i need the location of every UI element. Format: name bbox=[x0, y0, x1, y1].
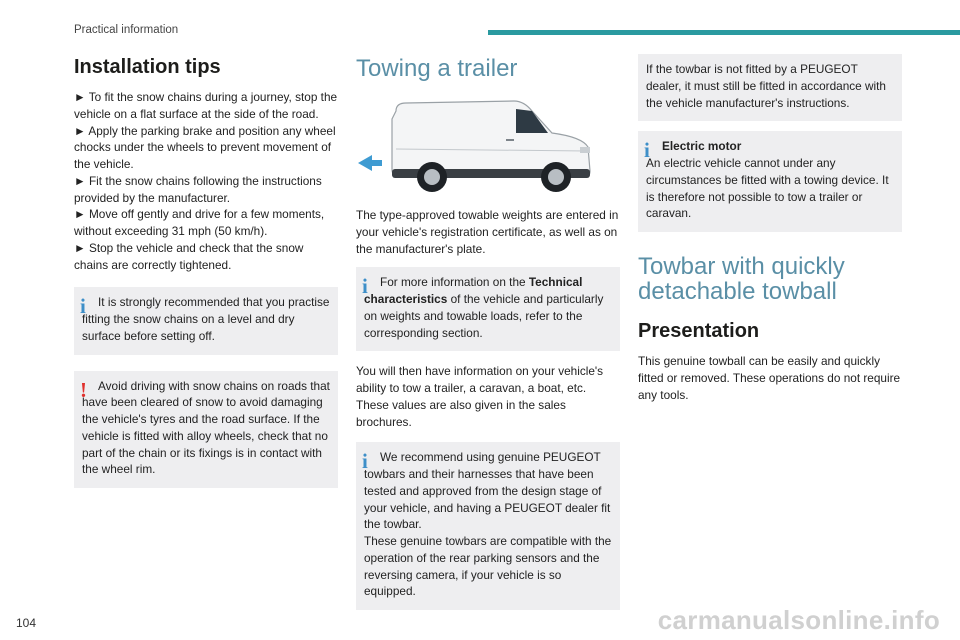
step-arrow-icon: ► bbox=[74, 207, 86, 222]
installation-step bbox=[74, 89, 338, 123]
info-text-post: of the vehicle and particularly on weights and towable loads, refer to the corresponding section. bbox=[364, 292, 604, 340]
installation-step bbox=[74, 123, 338, 173]
info-note-box bbox=[638, 131, 902, 232]
installation-step bbox=[74, 206, 338, 240]
installation-step bbox=[74, 173, 338, 207]
step-arrow-icon: ► bbox=[74, 173, 86, 188]
electric-motor-text: An electric vehicle cannot under any circumstances be fitted with a towing device. It is therefore not possible to tow a trailer or caravan. bbox=[646, 156, 889, 221]
watermark: carmanualsonline.info bbox=[657, 605, 940, 635]
warning-note-box bbox=[74, 371, 338, 489]
header-accent-bar bbox=[488, 30, 960, 35]
step-arrow-icon: ► bbox=[74, 123, 86, 138]
presentation-title: Presentation bbox=[638, 320, 760, 343]
step-arrow-icon: ► bbox=[74, 90, 86, 104]
info-note-box bbox=[74, 287, 338, 354]
info-text: These genuine towbars are compatible with the operation of the rear parking sensors and the reversing camera, if your vehicle is so equipped. bbox=[364, 534, 612, 599]
step-text: Apply the parking brake and position any wheel chocks under the wheels to prevent movement of the vehicle. bbox=[74, 123, 336, 171]
info-text-bold: Technical characteristics bbox=[364, 275, 583, 307]
info-note-box bbox=[356, 267, 620, 351]
info-icon: i bbox=[644, 138, 650, 163]
step-text: Move off gently and drive for a few moments, without exceeding 31 mph (50 km/h). bbox=[74, 207, 325, 238]
step-text: Fit the snow chains following the instructions provided by the manufacturer. bbox=[74, 173, 322, 205]
column-towbar bbox=[638, 52, 902, 404]
info-icon: i bbox=[362, 274, 368, 299]
towing-title: Towing a trailer bbox=[356, 55, 518, 82]
info-text: We recommend using genuine PEUGEOT towbars and their harnesses that have been tested and approved from the design stage of your vehicle, and having a PEUGEOT dealer fit the towbar. bbox=[364, 450, 611, 532]
installation-title: Installation tips bbox=[74, 56, 221, 78]
info-note-text: It is strongly recommended that you practise fitting the snow chains on a level and dry surface before setting off. bbox=[82, 295, 330, 343]
van-icon bbox=[356, 89, 620, 199]
page-number: 104 bbox=[16, 616, 37, 630]
note-box bbox=[638, 54, 902, 121]
info-icon: i bbox=[362, 449, 368, 474]
presentation-text: This genuine towball can be easily and quickly fitted or removed. These operations do not require any tools. bbox=[638, 354, 901, 402]
note-text: If the towbar is not fitted by a PEUGEOT dealer, it must still be fitted in accordance with the vehicle manufacturer's instructions. bbox=[646, 62, 886, 110]
towbar-title: Towbar with quickly detachable towball bbox=[638, 253, 845, 306]
towing-body: You will then have information on your vehicle's ability to tow a trailer, a caravan, a boat, etc. These values are also given in the sales brochures. bbox=[356, 364, 604, 429]
info-icon: i bbox=[80, 294, 86, 319]
info-text-pre: For more information on the bbox=[380, 275, 529, 290]
step-arrow-icon: ► bbox=[74, 240, 86, 255]
van-towing-illustration bbox=[356, 89, 620, 199]
tow-arrow-icon bbox=[358, 155, 382, 171]
step-text: To fit the snow chains during a journey, stop the vehicle on a flat surface at the side of the road. bbox=[74, 90, 338, 121]
column-installation bbox=[74, 52, 338, 488]
warning-icon: ! bbox=[80, 377, 87, 402]
warning-note-text: Avoid driving with snow chains on roads that have been cleared of snow to avoid damaging the vehicle's tyres and the road surface. If the vehicle is fitted with alloy wheels, check that no part of the chain or its fixings is in contact with the wheel rim. bbox=[82, 378, 330, 477]
electric-motor-title: Electric motor bbox=[662, 139, 742, 154]
column-towing bbox=[356, 52, 620, 610]
towing-intro: The type-approved towable weights are entered in your vehicle's registration certificate, as well as on the manufacturer's plate. bbox=[356, 208, 619, 256]
section-header: Practical information bbox=[74, 24, 179, 36]
step-text: Stop the vehicle and check that the snow chains are correctly tightened. bbox=[74, 240, 304, 272]
installation-step bbox=[74, 240, 338, 274]
info-note-box bbox=[356, 442, 620, 610]
